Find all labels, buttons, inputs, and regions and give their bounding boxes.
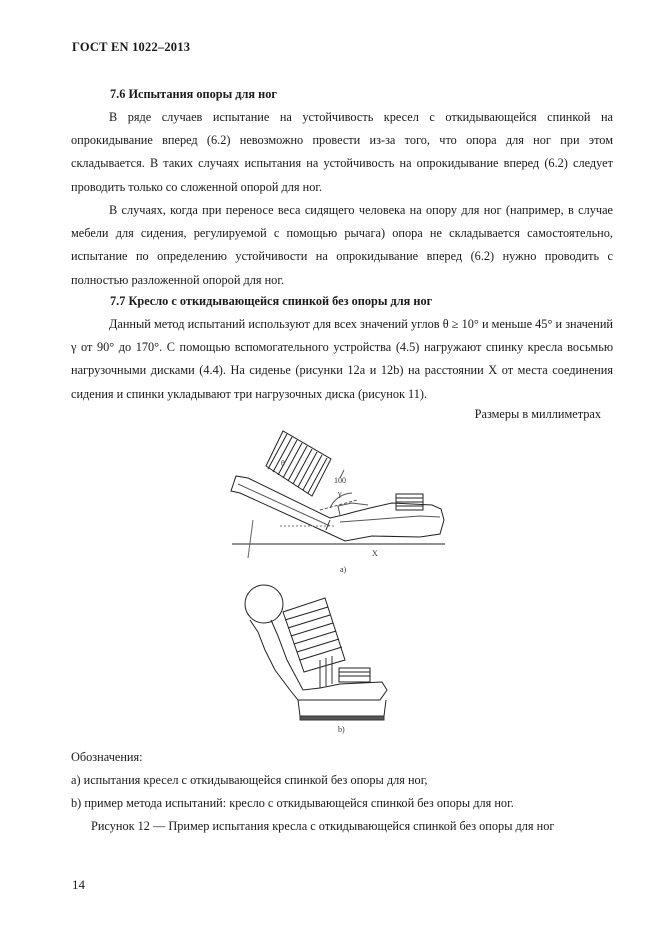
label-a: a) (340, 565, 347, 574)
figure-caption: Рисунок 12 — Пример испытания кресла с откидывающейся спинкой без опоры для ног (91, 819, 555, 833)
section-7-7-paragraph-1: Данный метод испытаний используют для всех значений углов θ ≥ 10° и меньше 45° и значений γ от 90° до 170°. С помощью вспомогательного устройства (4.5) нагружают спинку кресла восьмью нагрузочными дисками (4.4). На сиденье (рисунки 12a и 12b) на расстоянии X от места соединения сидения и спинки укладывают три нагрузочных диска (рисунок 11). (71, 317, 613, 401)
label-gamma: γ (338, 489, 342, 498)
section-7-6-paragraph-1: В ряде случаев испытание на устойчивость кресел с откидывающейся спинкой на опрокидывание вперед (6.2) невозможно провести из-за того, что опора для ног при этом складывается. В таких случаях испытания на устойчивость на опрокидывание вперед (6.2) следует проводить только со сложенной опорой для ног. (71, 110, 613, 194)
legend-heading: Обозначения: (71, 750, 143, 764)
section-7-6-paragraph-2: В случаях, когда при переносе веса сидящего человека на опору для ног (например, в случае мебели для сидения, регулируемой с помощью рычага) опора не складывается самостоятельно, испытание по определению устойчивости на опрокидывание вперед (6.2) нужно проводить с полностью разложенной опорой для ног. (71, 203, 613, 287)
label-100: 100 (334, 476, 346, 485)
label-b: b) (338, 725, 345, 734)
label-theta: θ (281, 459, 285, 468)
label-x: X (372, 549, 378, 558)
figure-b-drawing (245, 585, 387, 720)
document-header: ГОСТ EN 1022–2013 (72, 40, 191, 54)
section-7-6-title: 7.6 Испытания опоры для ног (110, 87, 277, 101)
section-7-7-title: 7.7 Кресло с откидывающейся спинкой без опоры для ног (110, 294, 433, 308)
page-number: 14 (72, 877, 85, 892)
legend-item-a: a) испытания кресел с откидывающейся спинкой без опоры для ног, (71, 773, 428, 787)
figure-a-drawing (231, 431, 445, 558)
legend-item-b: b) пример метода испытаний: кресло с откидывающейся спинкой без опоры для ног. (71, 796, 514, 810)
dimensions-note: Размеры в миллиметрах (474, 407, 601, 421)
